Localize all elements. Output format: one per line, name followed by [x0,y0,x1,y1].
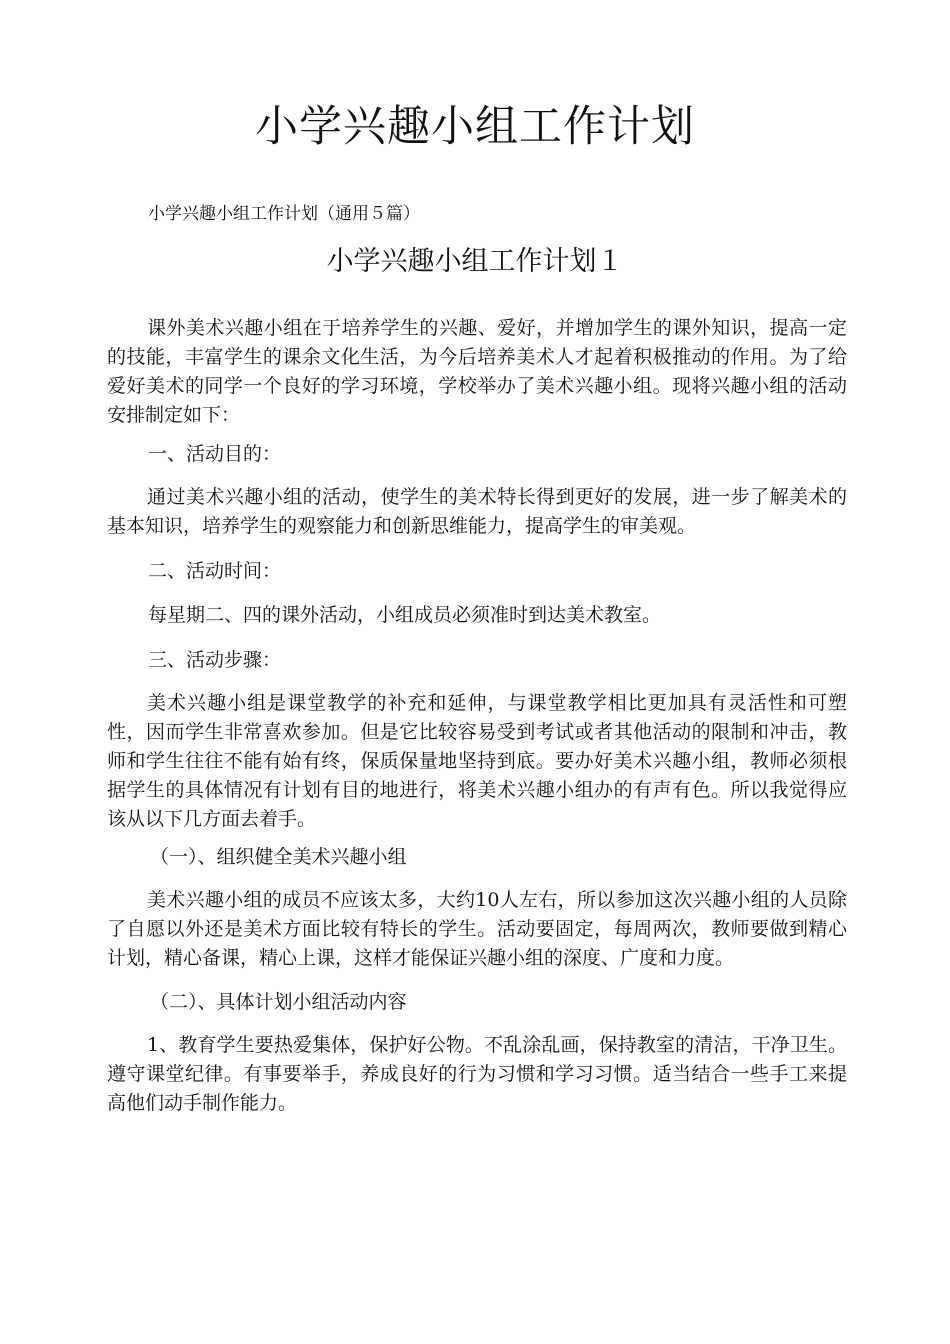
organize-paragraph: 美术兴趣小组的成员不应该太多，大约10人左右，所以参加这次兴趣小组的人员除了自愿以外还是美术方面比较有特长的学生。活动要固定，每周两次，教师要做到精心计划，精心备课，精心上课，这样才能保证兴趣小组的深度、广度和力度。 [107,889,847,969]
steps-paragraph: 美术兴趣小组是课堂教学的补充和延伸，与课堂教学相比更加具有灵活性和可塑性，因而学生非常喜欢参加。但是它比较容易受到考试或者其他活动的限制和冲击，教师和学生往往不能有始有终，保质保量地坚持到底。要办好美术兴趣小组，教师必须根据学生的具体情况有计划有目的地进行，将美术兴趣小组办的有声有色。所以我觉得应该从以下几方面去着手。 [107,692,847,830]
document-subtitle: 小学兴趣小组工作计划（通用５篇） [148,204,420,224]
section-title: 小学兴趣小组工作计划１ [326,246,624,277]
heading-organize: （一）、组织健全美术兴趣小组 [150,846,407,868]
plan-item-1: 1、教育学生要热爱集体，保护好公物。不乱涂乱画，保持教室的清洁，干净卫生。遵守课堂纪律。有事要举手，养成良好的行为习惯和学习习惯。适当结合一些手工来提高他们动手制作能力。 [107,1034,847,1114]
heading-time: 二、活动时间： [148,560,282,582]
heading-steps: 三、活动步骤： [148,649,282,671]
heading-purpose: 一、活动目的： [148,443,282,465]
document-title: 小学兴趣小组工作计划 [255,102,695,152]
heading-plan: （二）、具体计划小组活动内容 [150,991,407,1013]
intro-paragraph: 课外美术兴趣小组在于培养学生的兴趣、爱好，并增加学生的课外知识，提高一定的技能，丰富学生的课余文化生活，为今后培养美术人才起着积极推动的作用。为了给爱好美术的同学一个良好的学习环境，学校举办了美术兴趣小组。现将兴趣小组的活动安排制定如下： [107,317,847,426]
time-paragraph: 每星期二、四的课外活动，小组成员必须准时到达美术教室。 [148,604,662,626]
purpose-paragraph: 通过美术兴趣小组的活动，使学生的美术特长得到更好的发展，进一步了解美术的基本知识，培养学生的观察能力和创新思维能力，提高学生的审美观。 [107,486,847,537]
